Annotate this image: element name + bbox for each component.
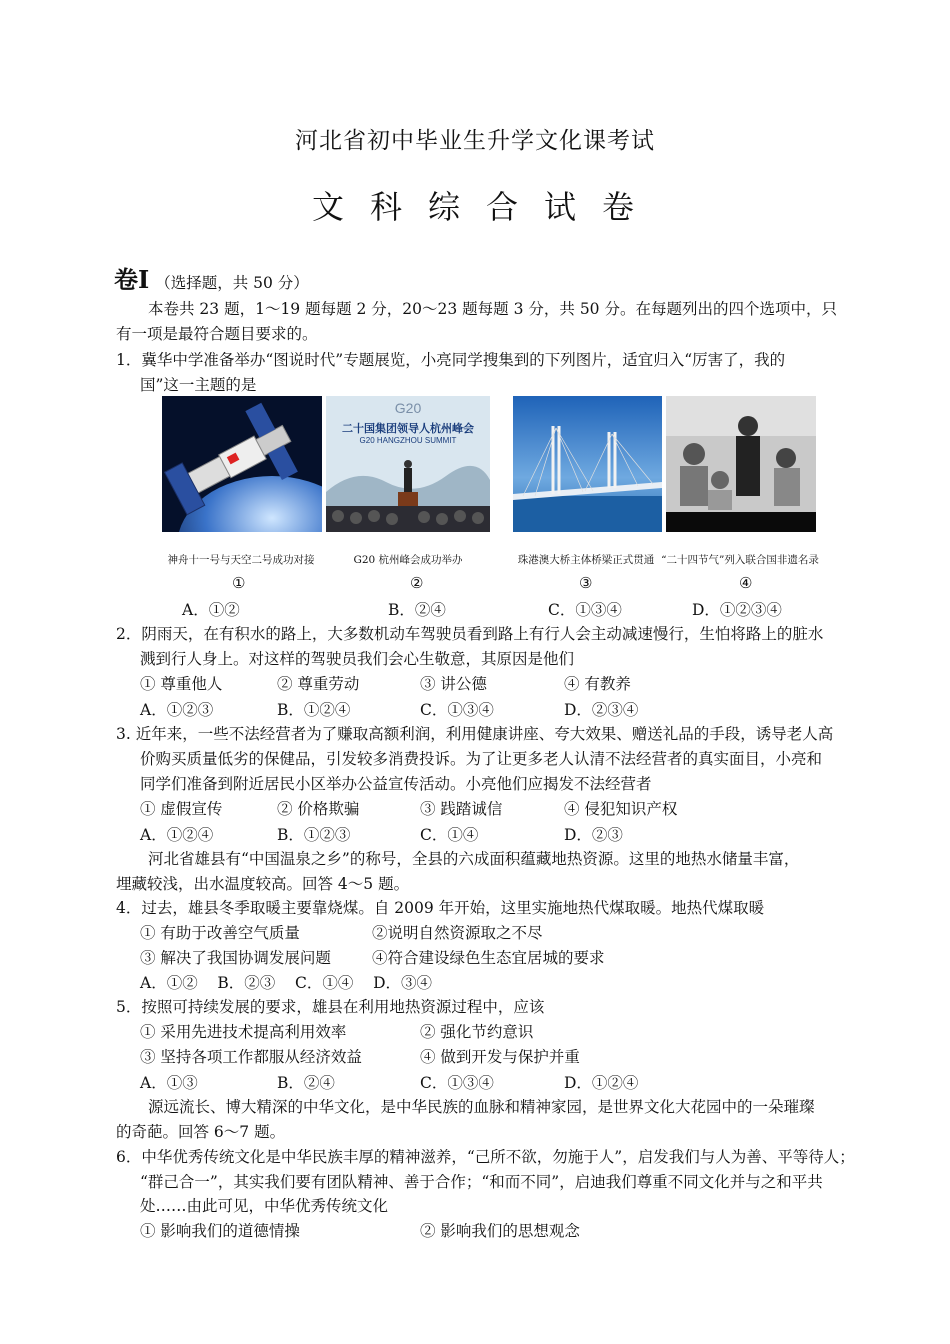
q1-option-d: D．①②③④ xyxy=(692,601,782,619)
q4-options: A．①② B．②③ C．①④ D．③④ xyxy=(140,974,432,992)
q3-option-b: B．①②③ xyxy=(277,826,351,844)
exam-title: 河北省初中毕业生升学文化课考试 xyxy=(295,128,655,154)
q3-item-3: ③ 践踏诚信 xyxy=(420,800,503,818)
q1-stem-line-1: 1．冀华中学准备举办“图说时代”专题展览，小亮同学搜集到的下列图片，适宜归入“厉害了，我的 xyxy=(116,351,786,369)
image-caption-1: 神舟十一号与天空二号成功对接 xyxy=(167,554,315,566)
q4-item-2: ②说明自然资源取之不尽 xyxy=(372,924,543,942)
solar-terms-image xyxy=(666,396,816,532)
q6-stem-line-1: 6．中华优秀传统文化是中华民族丰厚的精神滋养，“己所不欲，勿施于人”，启发我们与人为善、平等待人； xyxy=(116,1148,855,1166)
q4-item-3: ③ 解决了我国协调发展问题 xyxy=(140,949,331,967)
q5-item-3: ③ 坚持各项工作都服从经济效益 xyxy=(140,1048,362,1066)
q4-item-1: ① 有助于改善空气质量 xyxy=(140,924,300,942)
q2-option-a: A．①②③ xyxy=(140,701,214,719)
q2-option-b: B．①②④ xyxy=(277,701,351,719)
q1-option-a: A．①② xyxy=(182,601,240,619)
q3-item-2: ② 价格欺骗 xyxy=(277,800,360,818)
q2-item-3: ③ 讲公德 xyxy=(420,675,487,693)
q5-item-1: ① 采用先进技术提高利用效率 xyxy=(140,1023,347,1041)
passage-6-7-line-2: 的奇葩。回答 6～7 题。 xyxy=(116,1123,286,1141)
q2-option-d: D．②③④ xyxy=(564,701,639,719)
section-label: 卷Ⅰ xyxy=(114,265,150,294)
passage-6-7-line-1: 源远流长、博大精深的中华文化，是中华民族的血脉和精神家园，是世界文化大花园中的一朵璀璨 xyxy=(148,1098,815,1116)
image-caption-3: 珠港澳大桥主体桥梁正式贯通 xyxy=(517,554,655,566)
instructions-line-2: 有一项是最符合题目要求的。 xyxy=(116,325,318,343)
g20-logo: G20 xyxy=(394,400,422,416)
q3-stem-line-1: 3. 近年来，一些不法经营者为了赚取高额利润，利用健康讲座、夸大效果、赠送礼品的手段，诱导老人高 xyxy=(116,725,834,743)
section-note: （选择题，共 50 分） xyxy=(155,274,309,292)
q3-option-d: D．②③ xyxy=(564,826,623,844)
q3-stem-line-2: 价购买质量低劣的保健品，引发较多消费投诉。为了让更多老人认清不法经营者的真实面目，小亮和 xyxy=(140,750,823,768)
summit-banner-en: G20 HANGZHOU SUMMIT xyxy=(359,436,457,445)
q3-item-1: ① 虚假宣传 xyxy=(140,800,223,818)
image-number-1: ① xyxy=(232,574,246,592)
q2-item-4: ④ 有教养 xyxy=(564,675,631,693)
q2-item-1: ① 尊重他人 xyxy=(140,675,223,693)
q6-item-1: ① 影响我们的道德情操 xyxy=(140,1222,300,1240)
q4-item-4: ④符合建设绿色生态宜居城的要求 xyxy=(372,949,605,967)
q3-stem-line-3: 同学们准备到附近居民小区举办公益宣传活动。小亮他们应揭发不法经营者 xyxy=(140,775,652,793)
q6-stem-line-2: “群己合一”，其实我们要有团队精神、善于合作；“和而不同”，启迪我们尊重不同文化并与之和平共 xyxy=(140,1173,823,1191)
q6-item-2: ② 影响我们的思想观念 xyxy=(420,1222,580,1240)
q2-option-c: C．①③④ xyxy=(420,701,494,719)
q2-item-2: ② 尊重劳动 xyxy=(277,675,360,693)
q5-option-d: D．①②④ xyxy=(564,1074,639,1092)
section-heading xyxy=(114,260,309,295)
q5-option-b: B．②④ xyxy=(277,1074,335,1092)
q2-stem-line-2: 溅到行人身上。对这样的驾驶员我们会心生敬意，其原因是他们 xyxy=(140,650,575,668)
passage-4-5-line-2: 埋藏较浅，出水温度较高。回答 4～5 题。 xyxy=(116,875,410,893)
q1-stem-line-2: 国”这一主题的是 xyxy=(140,376,257,394)
q3-option-c: C．①④ xyxy=(420,826,479,844)
bridge-image xyxy=(513,396,662,532)
summit-banner: 二十国集团领导人杭州峰会 xyxy=(342,422,474,435)
q1-option-c: C．①③④ xyxy=(548,601,622,619)
q1-option-b: B．②④ xyxy=(388,601,446,619)
g20-summit-image xyxy=(326,396,490,532)
q4-stem-line-1: 4．过去，雄县冬季取暖主要靠烧煤。自 2009 年开始，这里实施地热代煤取暖。地热代煤取暖 xyxy=(116,899,765,917)
image-caption-2: G20 杭州峰会成功举办 xyxy=(353,554,463,566)
image-number-3: ③ xyxy=(579,574,593,592)
image-caption-4: “二十四节气”列入联合国非遗名录 xyxy=(661,554,819,566)
q3-option-a: A．①②④ xyxy=(140,826,214,844)
paper-title: 文科综合试卷 xyxy=(311,188,660,226)
q5-option-a: A．①③ xyxy=(140,1074,198,1092)
q5-item-2: ② 强化节约意识 xyxy=(420,1023,534,1041)
q6-stem-line-3: 处……由此可见，中华优秀传统文化 xyxy=(140,1197,389,1215)
q5-stem-line-1: 5．按照可持续发展的要求，雄县在利用地热资源过程中，应该 xyxy=(116,998,545,1016)
instructions-line-1: 本卷共 23 题，1～19 题每题 2 分，20～23 题每题 3 分，共 50 分。在每题列出的四个选项中，只 xyxy=(148,300,837,318)
image-number-2: ② xyxy=(410,574,424,592)
q5-item-4: ④ 做到开发与保护并重 xyxy=(420,1048,580,1066)
passage-4-5-line-1: 河北省雄县有“中国温泉之乡”的称号，全县的六成面积蕴藏地热资源。这里的地热水储量丰富， xyxy=(148,850,800,868)
spacecraft-docking-image xyxy=(162,396,322,532)
q3-item-4: ④ 侵犯知识产权 xyxy=(564,800,678,818)
q2-stem-line-1: 2．阴雨天，在有积水的路上，大多数机动车驾驶员看到路上有行人会主动减速慢行，生怕将路上的脏水 xyxy=(116,625,824,643)
image-number-4: ④ xyxy=(739,574,753,592)
q5-option-c: C．①③④ xyxy=(420,1074,494,1092)
